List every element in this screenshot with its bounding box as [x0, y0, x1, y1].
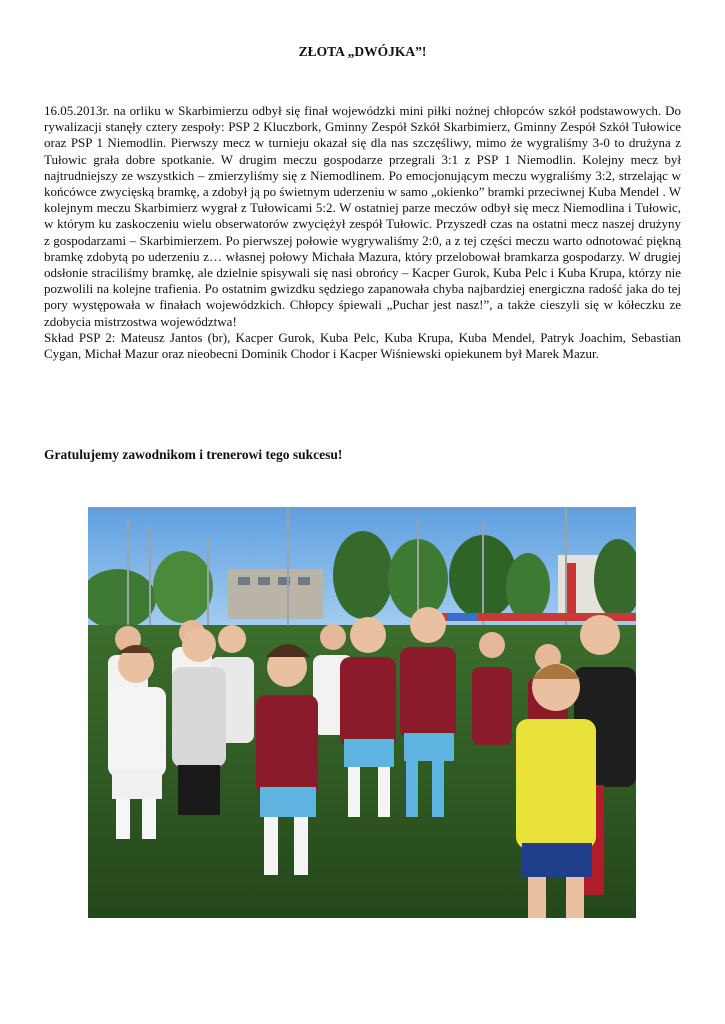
- article-body: [44, 103, 681, 362]
- team-photo-illustration: [88, 507, 636, 918]
- team-lineup: Skład PSP 2: Mateusz Jantos (br), Kacper Gurok, Kuba Pelc, Kuba Krupa, Kuba Mendel, Patryk Joachim, Sebastian Cygan, Michał Mazur oraz nieobecni Dominik Chodor i Kacper Wiśniewski opiekunem był Marek Mazur.: [44, 329, 681, 362]
- document-title: ZŁOTA „DWÓJKA”!: [298, 44, 427, 59]
- article-paragraph: 16.05.2013r. na orliku w Skarbimierzu odbył się finał wojewódzki mini piłki nożnej chłopców szkół podstawowych. Do rywalizacji stanęły cztery zespoły: PSP 2 Kluczbork, Gminny Zespół Szkół Skarbimierz, Gminny Zespół Szkół Tułowice oraz PSP 1 Niemodlin. Pierwszy mecz w turnieju okazał się dla nas szczęśliwy, mimo że wygraliśmy 3-0 to drużyna z Tułowic grała dobre spotkanie. W drugim meczu gospodarze przegrali 3:1 z PSP 1 Niemodlin. Kolejny mecz był najtrudniejszy ze wszystkich – zmierzyliśmy się z Niemodlinem. Po emocjonującym meczu wygraliśmy 3:2, strzelając w końcówce zwycięską bramkę, a zdobył ją po świetnym uderzeniu w samo „okienko” bramki przeciwnej Kuba Mendel . W kolejnym meczu Skarbimierz wygrał z Tułowicami 5:2. W ostatniej parze meczów odbył się mecz Niemodlina i Tułowic, w którym ku zaskoczeniu wielu obserwatorów zwyciężył zespół Tułowic. Przyszedł czas na ostatni mecz naszej drużyny z gospodarzami – Skarbimierzem. Po pierwszej połowie wygrywaliśmy 2:0, a z tej części meczu warto odnotować piękną bramkę zdobytą po uderzeniu z… własnej połowy Michała Mazura, który przelobował bramkarza gospodarzy. W drugiej odsłonie straciliśmy bramkę, ale dzielnie spisywali się nasi obrońcy – Kacper Gurok, Kuba Pelc i Kuba Krupa, którzy nie pozwolili na kolejne trafienia. Po ostatnim gwizdku sędziego zapanowała chyba najbardziej energiczna radość jaka do tej pory występowała w finałach wojewódzkich. Chłopcy śpiewali „Puchar jest nasz!”, a także cieszyli się w kółeczku ze zdobycia mistrzostwa województwa!: [44, 103, 681, 329]
- team-photo: [88, 507, 636, 918]
- congratulations-line: Gratulujemy zawodnikom i trenerowi tego sukcesu!: [44, 447, 343, 462]
